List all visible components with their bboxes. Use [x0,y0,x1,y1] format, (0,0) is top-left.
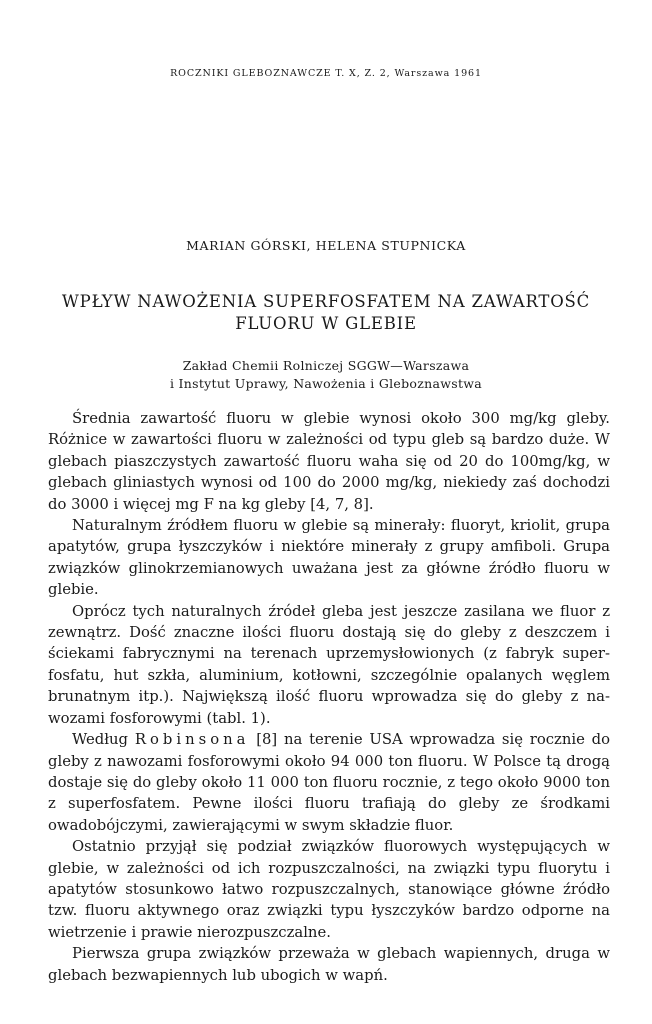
article-body [48,408,610,986]
paragraph-3: Oprócz tych naturalnych źródeł gleba jest jeszcze zasilana we fluor z zewnątrz. Dość znaczne ilości fluoru dostają się do gleby z deszczem i ściekami fabrycznymi na terenach uprzemysłowionych (z fabryk superfosfatu, hut szkła, aluminium, kotłowni, szczególnie opalanych węglem brunatnym itp.). Największą ilość fluoru wprowadza się do gleby z nawozami fosforowymi (tabl. 1). [48,602,610,727]
paragraph-1: Średnia zawartość fluoru w glebie wynosi około 300 mg/kg gleby. Różnice w zawartości fluoru w zależności od typu gleb są bardzo duże. W glebach piaszczystych zawartość fluoru waha się od 20 do 100mg/kg, w glebach gliniastych wynosi od 100 do 2000 mg/kg, niekiedy zaś dochodzi do 3000 i więcej mg F na kg gleby [4, 7, 8]. [48,410,610,513]
article-authors: MARIAN GÓRSKI, HELENA STUPNICKA [186,238,466,253]
paragraph-4-text: [8] na terenie USA wprowadza się rocznie do gleby z nawozami fosforowymi około 94 000 ton fluoru. W Polsce tą drogą dostaje się do gleby około 11 000 ton fluoru rocznie, z tego około 9000 ton z superfosfatem. Pewne ilości fluoru trafiają do gleby ze środkami owadobójczymi, zawierającymi w swym składzie fluor. [48,731,610,834]
title-line-1: WPŁYW NAWOŻENIA SUPERFOSFATEM NA ZAWARTOŚĆ [61,292,591,311]
running-head: ROCZNIKI GLEBOZNAWCZE T. X, Z. 2, Warszawa 1961 [170,68,482,79]
paragraph-4 [48,729,610,836]
paragraph-4-prefix: Według [72,731,129,749]
paragraph-5: Ostatnio przyjął się podział związków fluorowych występujących w glebie, w zależności od ich rozpuszczalności, na związki typu fluorytu i apatytów stosunkowo łatwo rozpuszczalnych, stanowiące główne źródło tzw. fluoru aktywnego oraz związki typu łyszczyków bardzo odporne na wietrzenie i prawie nierozpuszczalne. [48,838,610,941]
title-line-2: FLUORU W GLEBIE [235,314,417,333]
affiliation-line-2: i Instytut Uprawy, Nawożenia i Gleboznawstwa [169,375,483,391]
affiliation-line-1: Zakład Chemii Rolniczej SGGW—Warszawa [182,358,470,373]
paragraph-2: Naturalnym źródłem fluoru w glebie są minerały: fluoryt, kriolit, grupa apatytów, grupa łyszczyków i niektóre minerały z grupy amfiboli. Grupa związków glinokrzemianowych uważana jest za główne źródło fluoru w glebie. [48,517,610,599]
affiliation [60,357,592,392]
article-title [60,291,592,335]
paragraph-6: Pierwsza grupa związków przeważa w glebach wapiennych, druga w glebach bezwapiennych lub ubogich w wapń. [48,945,610,984]
cited-author-robinson: Robinsona [134,731,250,749]
